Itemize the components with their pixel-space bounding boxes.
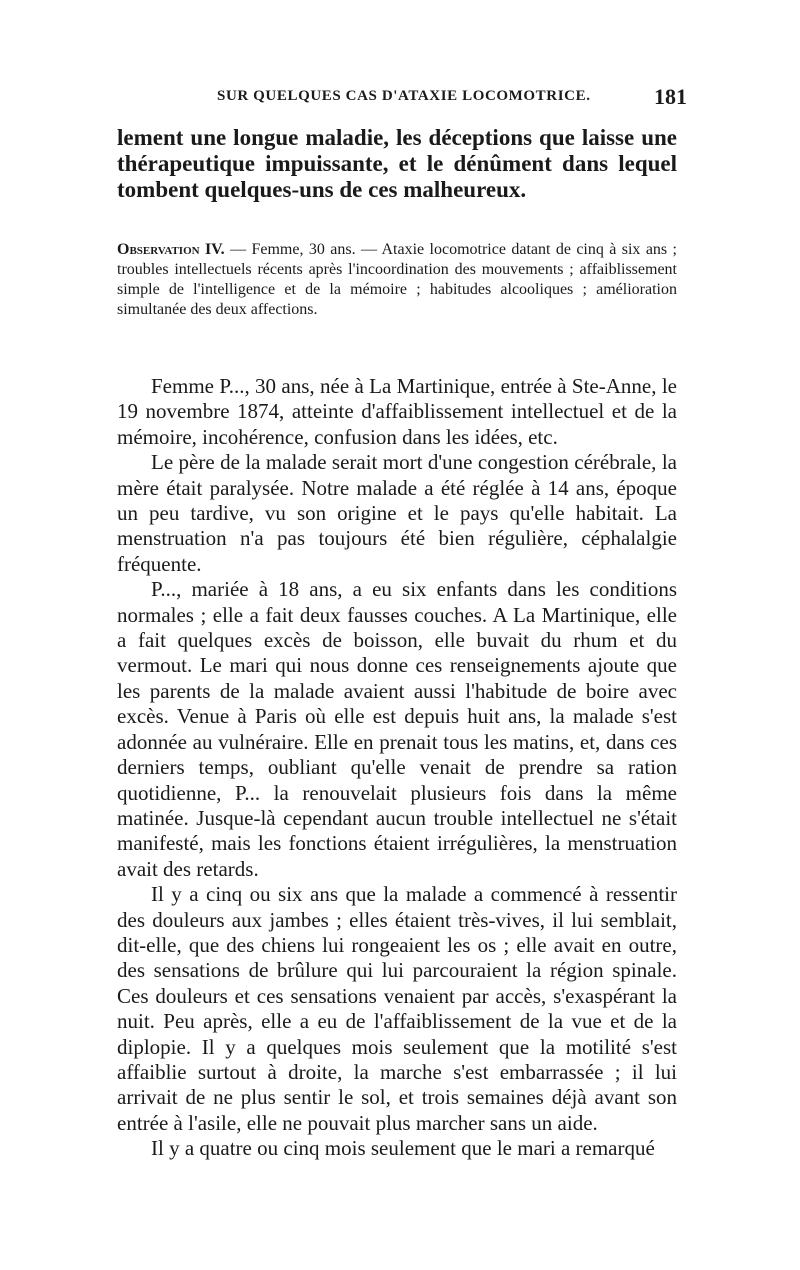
page-number: 181 [654,84,687,109]
paragraph-1: Femme P..., 30 ans, née à La Martinique, entrée à Ste-Anne, le 19 novembre 1874, atteinte d'affaiblissement intellectuel et de la mémoire, incohérence, confusion dans les idées, etc. [117,374,677,449]
paragraph-4: Il y a cinq ou six ans que la malade a commencé à ressentir des douleurs aux jambes ; elles étaient très-vives, il lui semblait, dit-elle, que des chiens lui rongeaient les os ; elle avait en outre, des sensations de brûlure qui lui parcouraient la région spinale. Ces douleurs et ces sensations venaient par accès, s'exaspérant la nuit. Peu après, elle a eu de l'affaiblissement de la vue et de la diplopie. Il y a quelques mois seulement que la motilité s'est affaiblie surtout à droite, la marche s'est embarrassée ; il lui arrivait de ne plus sentir le sol, et trois semaines déjà avant son entrée à l'asile, elle ne pouvait plus marcher sans un aide. [117,882,677,1135]
running-title: SUR QUELQUES CAS D'ATAXIE LOCOMOTRICE. [217,88,591,104]
observation-label: Observation IV. [117,241,225,258]
lead-paragraph: lement une longue maladie, les déceptions que laisse une thérapeutique impuissante, et le dénûment dans lequel tombent quelques-uns de ces malheureux. [117,125,677,202]
paragraph-5: Il y a quatre ou cinq mois seulement que le mari a remarqué [151,1136,655,1161]
paragraph-3: P..., mariée à 18 ans, a eu six enfants dans les conditions normales ; elle a fait deux fausses couches. A La Martinique, elle a fait quelques excès de boisson, elle buvait du rhum et du vermout. Le mari qui nous donne ces renseignements ajoute que les parents de la malade avaient aussi l'habitude de boire avec excès. Venue à Paris où elle est depuis huit ans, la malade s'est adonnée au vulnéraire. Elle en prenait tous les matins, et, dans ces derniers temps, oubliant qu'elle venait de prendre sa ration quotidienne, P... la renouvelait plusieurs fois dans la même matinée. Jusque-là cependant aucun trouble intellectuel ne s'était manifesté, mais les fonctions étaient irrégulières, la menstruation avait des retards. [117,577,677,881]
paragraph-2: Le père de la malade serait mort d'une congestion cérébrale, la mère était paralysée. Notre malade a été réglée à 14 ans, époque un peu tardive, vu son origine et le pays qu'elle habitait. La menstruation n'a pas toujours été bien régulière, céphalalgie fréquente. [117,450,677,576]
observation-text: — Femme, 30 ans. — Ataxie locomotrice datant de cinq à six ans ; troubles intellectuels récents après l'incoordination des mouvements ; affaiblissement simple de l'intelligence et de la mémoire ; habitudes alcooliques ; amélioration simultanée des deux affections. [117,241,677,318]
observation-summary [117,240,677,320]
case-body [117,374,677,1162]
book-page [117,84,687,1161]
page-header [117,84,687,118]
